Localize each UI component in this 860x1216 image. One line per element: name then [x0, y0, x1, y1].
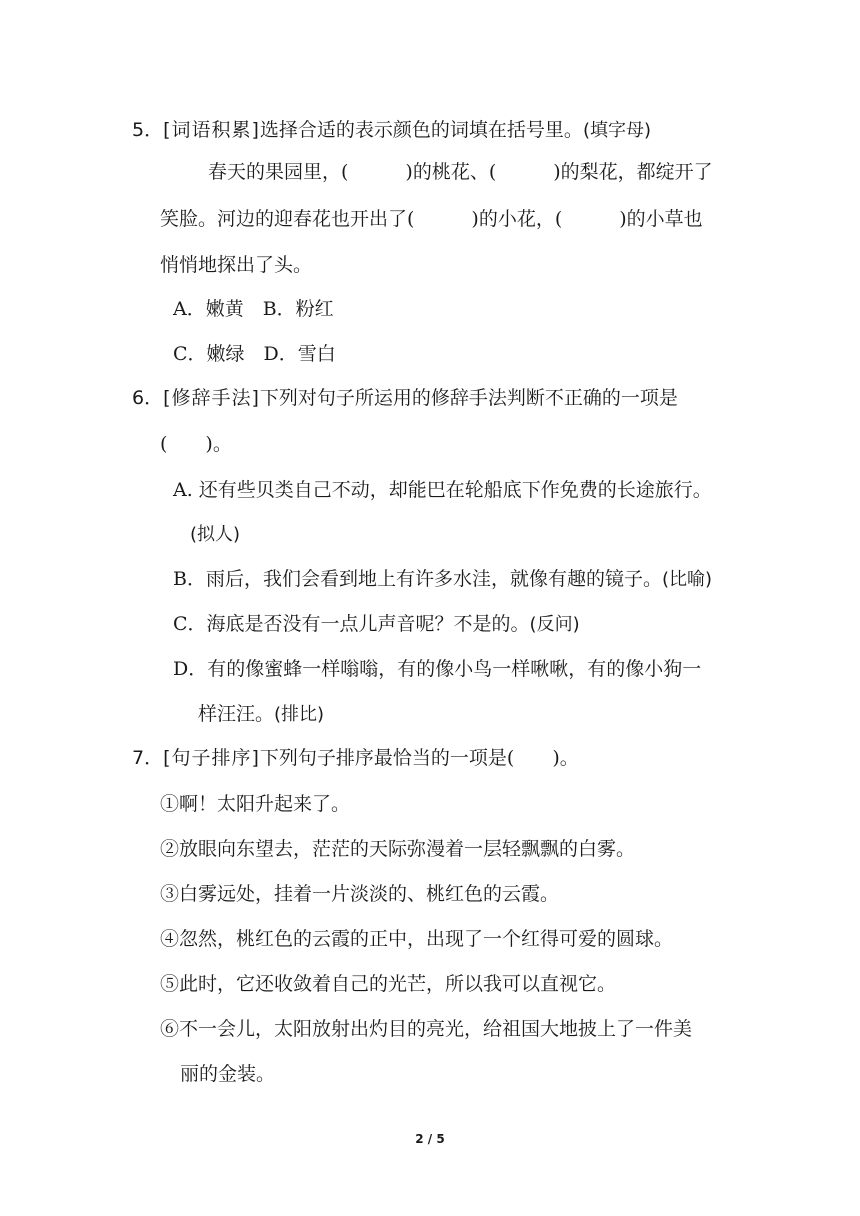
sentence-item: ⑤此时，它还收敛着自己的光芒，所以我可以直视它。: [160, 973, 617, 995]
question-number: 7．: [132, 747, 164, 769]
sentence-item-cont: 丽的金装。: [180, 1063, 276, 1085]
question-category-tag: [句子排序]: [163, 747, 260, 769]
question-stem: 下列对句子所运用的修辞手法判断不正确的一项是: [259, 387, 678, 409]
sentence-item: ④忽然，桃红色的云霞的正中，出现了一个红得可爱的圆球。: [160, 928, 674, 950]
option-b-text: B．雨后，我们会看到地上有许多水洼，就像有趣的镜子。: [173, 568, 662, 590]
sentence-item: ①啊！太阳升起来了。: [160, 793, 351, 815]
option-d-text: D．有的像蜜蜂一样嗡嗡，有的像小鸟一样啾啾，有的像小狗一: [173, 658, 702, 680]
question-category-tag: [词语积累]: [163, 119, 260, 141]
option-c-note: (反问): [529, 614, 580, 635]
option-a-note: (拟人): [190, 524, 241, 545]
option-d-note: (排比): [274, 704, 325, 725]
question-6-header: [132, 385, 678, 411]
sentence-item: ③白雾远处，挂着一片淡淡的、桃红色的云霞。: [160, 883, 560, 905]
answer-blank: ( )。: [160, 433, 232, 455]
question-stem: 选择合适的表示颜色的词填在括号里。: [259, 119, 583, 141]
option-b-note: (比喻): [661, 569, 713, 590]
question-number: 5．: [132, 119, 164, 141]
sentence-item: ②放眼向东望去，茫茫的天际弥漫着一层轻飘飘的白雾。: [160, 838, 636, 860]
passage-line: 悄悄地探出了头。: [160, 254, 313, 276]
option-c-line: [173, 611, 580, 638]
option-line: A．嫩黄 B．粉红: [173, 298, 334, 320]
sentence-item: ⑥不一会儿，太阳放射出灼目的亮光，给祖国大地披上了一件美: [160, 1018, 693, 1040]
option-b-line: [173, 566, 712, 593]
question-category-tag: [修辞手法]: [163, 387, 260, 409]
option-line: C．嫩绿 D．雪白: [173, 343, 336, 365]
option-a-text: A. 还有些贝类自己不动，却能巴在轮船底下作免费的长途旅行。: [173, 479, 712, 501]
option-c-text: C．海底是否没有一点儿声音呢？不是的。: [173, 613, 530, 635]
passage-line: 笑脸。河边的迎春花也开出了( )的小花，( )的小草也: [160, 208, 703, 230]
question-stem: 下列句子排序最恰当的一项是( )。: [259, 747, 579, 769]
question-7-header: [132, 745, 579, 771]
question-5-header: [132, 117, 651, 144]
question-note: (填字母): [582, 120, 651, 141]
option-d-text-cont: 样汪汪。: [198, 703, 275, 725]
passage-line: 春天的果园里，( )的桃花、( )的梨花，都绽开了: [208, 161, 713, 183]
question-number: 6．: [132, 387, 164, 409]
page-number: 2 / 5: [415, 1132, 445, 1146]
option-d-line-2: [198, 701, 324, 728]
